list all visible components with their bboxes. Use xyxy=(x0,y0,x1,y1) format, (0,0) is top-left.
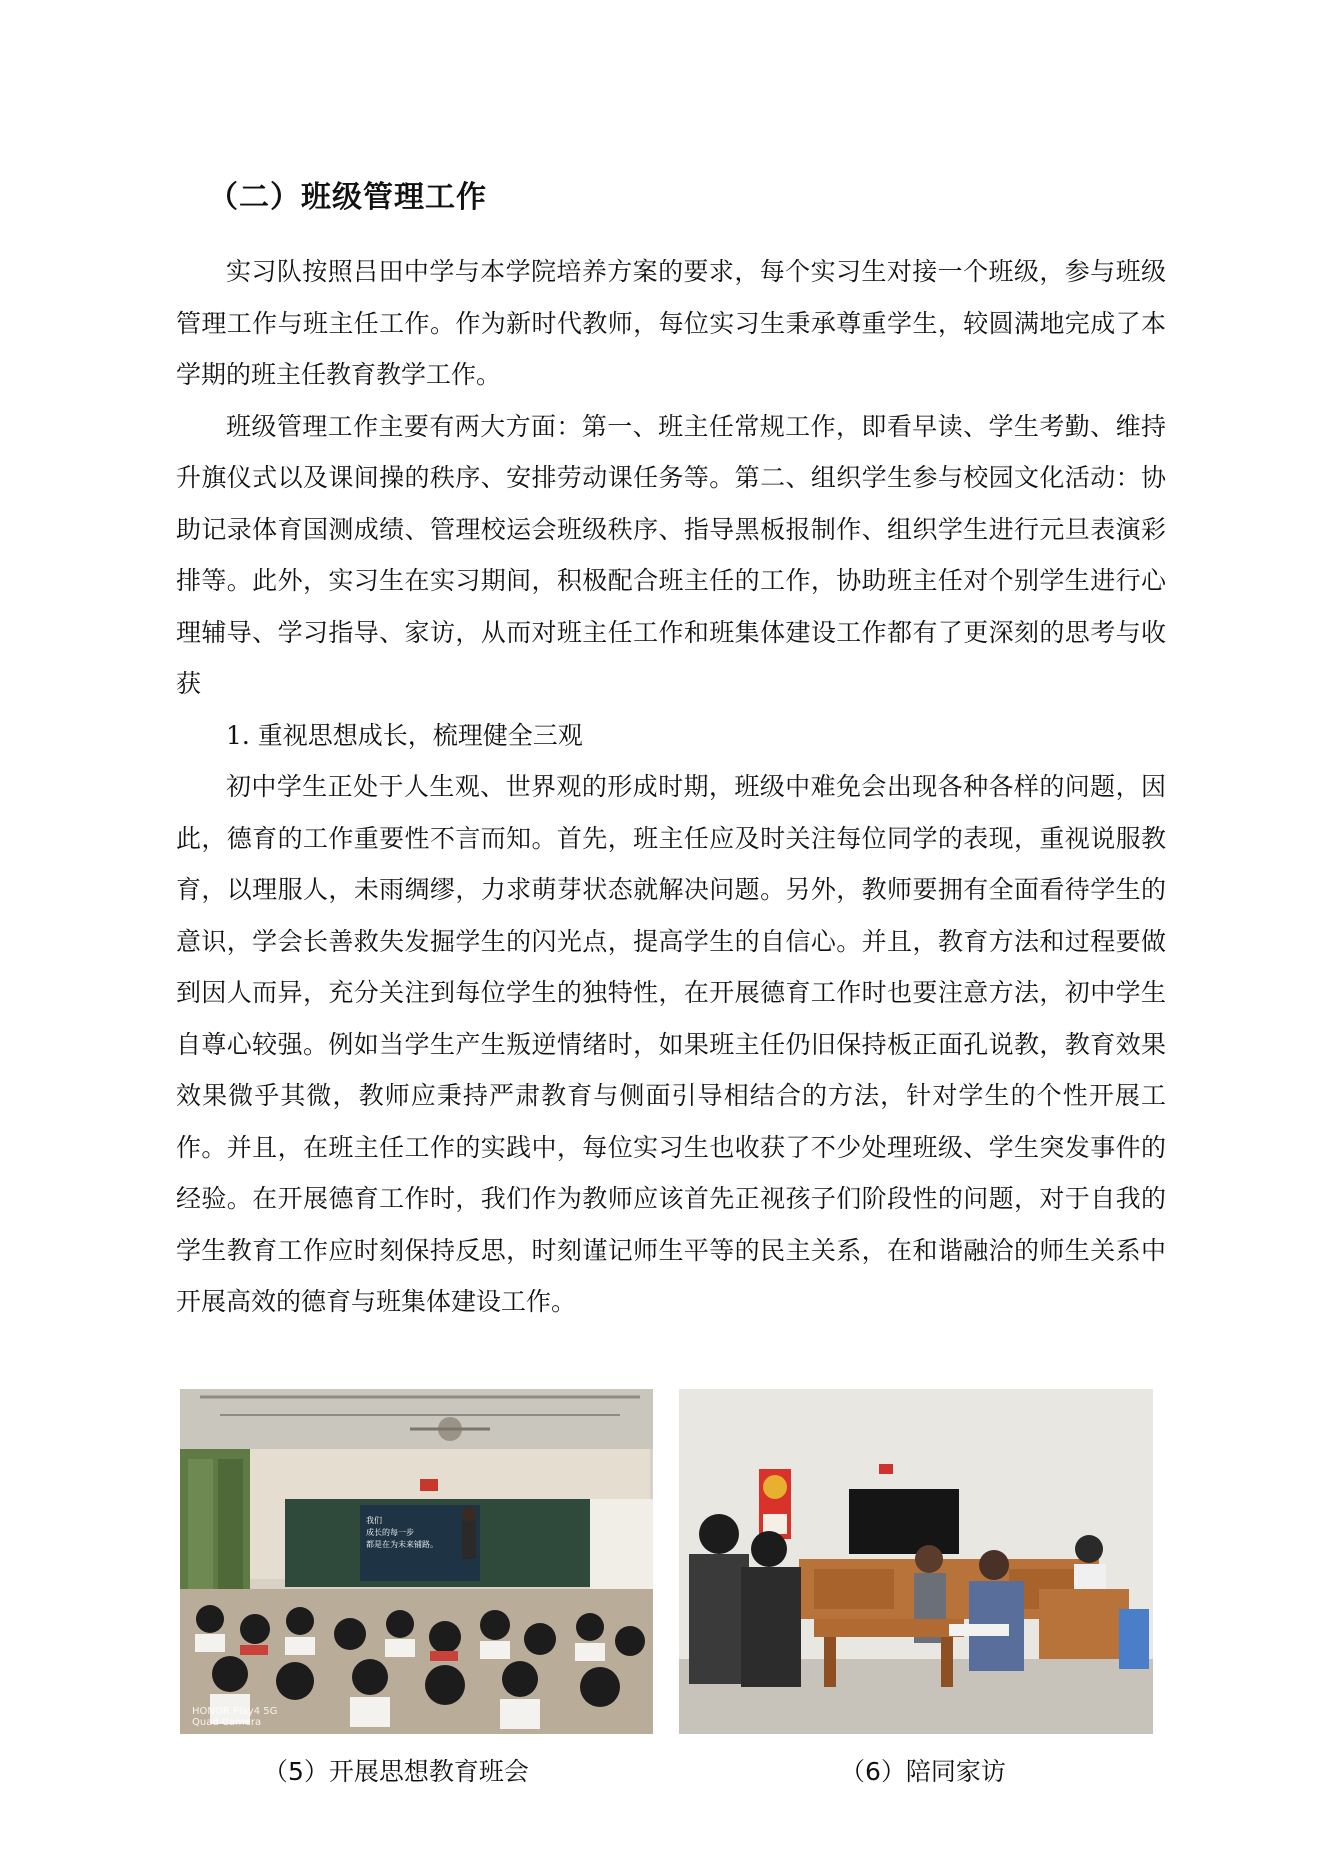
body-text xyxy=(176,246,1166,1328)
watermark-line-2: Quad Camera xyxy=(192,1717,262,1728)
figure-6-caption: （6）陪同家访 xyxy=(840,1757,1006,1786)
watermark-line-1: HONOR Play4 5G xyxy=(192,1706,278,1717)
screen-line-1: 我们 xyxy=(366,1516,382,1525)
paragraph-3: 初中学生正处于人生观、世界观的形成时期，班级中难免会出现各种各样的问题，因此，德育的工作重要性不言而知。首先，班主任应及时关注每位同学的表现，重视说服教育，以理服人，未雨绸缪，力求萌芽状态就解决问题。另外，教师要拥有全面看待学生的意识，学会长善救失发掘学生的闪光点，提高学生的自信心。并且，教育方法和过程要做到因人而异，充分关注到每位学生的独特性，在开展德育工作时也要注意方法，初中学生自尊心较强。例如当学生产生叛逆情绪时，如果班主任仍旧保持板正面孔说教，教育效果效果微乎其微，教师应秉持严肃教育与侧面引导相结合的方法，针对学生的个性开展工作。并且，在班主任工作的实践中，每位实习生也收获了不少处理班级、学生突发事件的经验。在开展德育工作时，我们作为教师应该首先正视孩子们阶段性的问题，对于自我的学生教育工作应时刻保持反思，时刻谨记师生平等的民主关系，在和谐融洽的师生关系中开展高效的德育与班集体建设工作。 xyxy=(176,772,1166,1316)
figure-5-caption: （5）开展思想教育班会 xyxy=(263,1757,529,1786)
section-title: （二）班级管理工作 xyxy=(208,180,487,215)
paragraph-1: 实习队按照吕田中学与本学院培养方案的要求，每个实习生对接一个班级，参与班级管理工作与班主任工作。作为新时代教师，每位实习生秉承尊重学生，较圆满地完成了本学期的班主任教育教学工作。 xyxy=(176,257,1166,389)
subheading: 1. 重视思想成长，梳理健全三观 xyxy=(226,720,583,750)
screen-line-2: 成长的每一步 xyxy=(366,1528,414,1537)
camera-watermark xyxy=(192,1706,277,1728)
home-visit-photo xyxy=(679,1389,1153,1734)
paragraph-2: 班级管理工作主要有两大方面：第一、班主任常规工作，即看早读、学生考勤、维持升旗仪式以及课间操的秩序、安排劳动课任务等。第二、组织学生参与校园文化活动：协助记录体育国测成绩、管理校运会班级秩序、指导黑板报制作、组织学生进行元旦表演彩排等。此外，实习生在实习期间，积极配合班主任的工作，协助班主任对个别学生进行心理辅导、学习指导、家访，从而对班主任工作和班集体建设工作都有了更深刻的思考与收获 xyxy=(176,411,1166,698)
screen-line-3: 都是在为未来铺路。 xyxy=(366,1540,438,1549)
classroom-photo xyxy=(180,1389,653,1734)
